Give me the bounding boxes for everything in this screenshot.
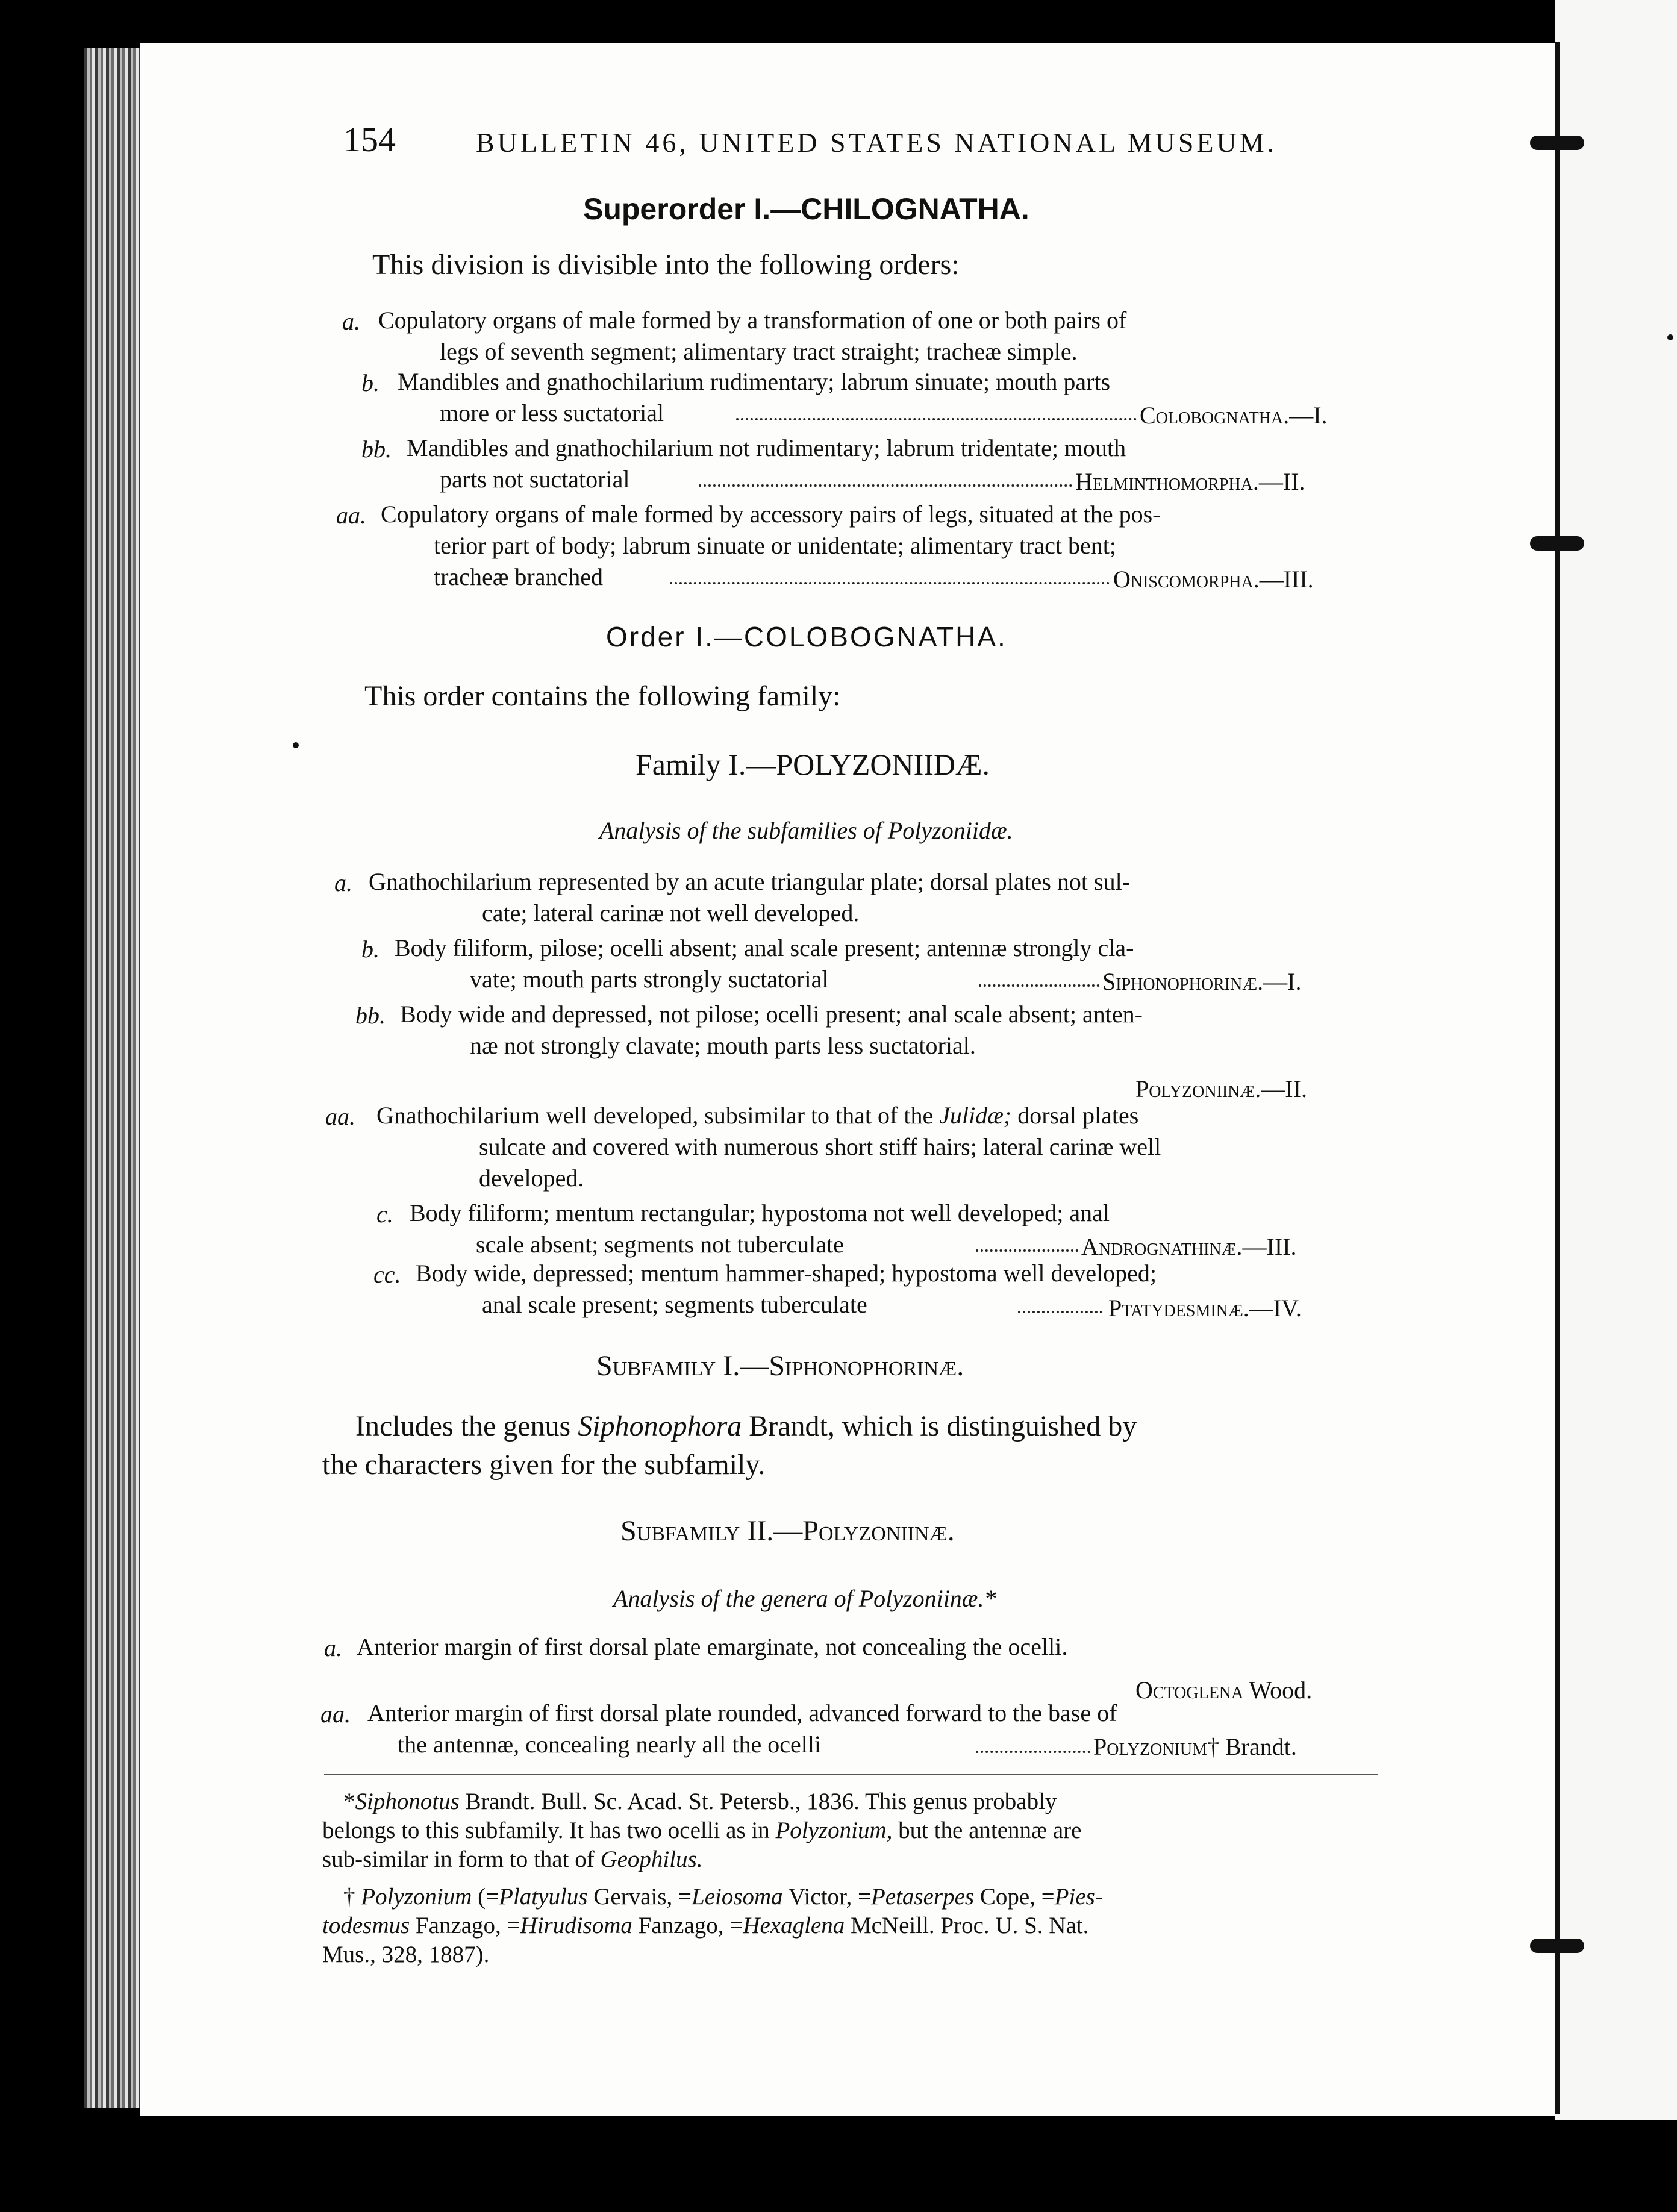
key-ref: Colobognatha.—I. [1140, 402, 1328, 429]
leader-dots [979, 984, 1099, 987]
key-line: terior part of body; labrum sinuate or unidentate; alimentary tract bent; [434, 532, 1116, 559]
key-text: Gnathochilarium well developed, subsimilar to that of the [376, 1102, 934, 1129]
footnote-text: Victor, = [788, 1884, 871, 1910]
key-line: Mandibles and gnathochilarium not rudimentary; labrum tridentate; mouth [407, 434, 1126, 461]
intro-family: This order contains the following family: [364, 680, 841, 712]
footnote-2-line [322, 1912, 1088, 1939]
key-text: dorsal plates [1017, 1102, 1139, 1129]
footnote-mark: † [343, 1884, 355, 1910]
genus-name: Geophilus. [600, 1846, 703, 1872]
footnote-text: Fanzago, = [638, 1913, 743, 1939]
key-line: developed. [479, 1164, 584, 1192]
genus-name: Polyzonium, [775, 1817, 893, 1843]
key-line: Anterior margin of first dorsal plate rounded, advanced forward to the base of [367, 1699, 1117, 1726]
footnote-text: McNeill. Proc. U. S. Nat. [850, 1913, 1089, 1939]
order-heading: Order I.—COLOBOGNATHA. [606, 621, 1007, 652]
binding-tab [1530, 536, 1584, 551]
key-letter: aa. [325, 1103, 355, 1130]
ink-speck [293, 742, 299, 748]
key-ref: Helminthomorpha.—II. [1075, 468, 1305, 495]
key-line: Body filiform, pilose; ocelli absent; anal scale present; antennæ strongly cla- [395, 934, 1134, 961]
key-line: Body wide, depressed; mentum hammer-shaped; hypostoma well developed; [416, 1260, 1157, 1287]
key-line: anal scale present; segments tuberculate [482, 1291, 867, 1318]
footnote-2-line: Mus., 328, 1887). [322, 1942, 490, 1967]
key-letter: a. [334, 869, 352, 896]
genus-name: Pies- [1054, 1884, 1103, 1910]
footnote-mark: * [343, 1789, 355, 1814]
genus-name: Hexaglena [743, 1913, 845, 1939]
family-heading: Family I.—POLYZONIIDÆ. [636, 748, 990, 781]
key-line: Copulatory organs of male formed by a transformation of one or both pairs of [378, 307, 1127, 334]
key-line: vate; mouth parts strongly suctatorial [470, 966, 829, 993]
leader-dots [699, 484, 1072, 487]
key-line: sulcate and covered with numerous short stiff hairs; lateral carinæ well [479, 1133, 1161, 1160]
key-line: the antennæ, concealing nearly all the ocelli [398, 1731, 822, 1758]
leader-dots [976, 1751, 1090, 1753]
key-ref [1135, 1676, 1312, 1704]
leader-dots [976, 1249, 1078, 1252]
body-text: Includes the genus [355, 1410, 571, 1442]
subfamily1-text [355, 1410, 1137, 1443]
footnote-text: Cope, = [979, 1884, 1055, 1910]
footnote-text: but the antennæ are [898, 1817, 1082, 1843]
genus-name: Polyzonium [361, 1884, 472, 1910]
author: Brandt. [1225, 1733, 1297, 1760]
genus-name: Petaserpes [870, 1884, 975, 1910]
key-line: Anterior margin of first dorsal plate emarginate, not concealing the ocelli. [357, 1633, 1068, 1660]
key-letter: b. [361, 936, 379, 963]
key-line: Gnathochilarium represented by an acute triangular plate; dorsal plates not sul- [369, 868, 1131, 895]
footnote-text: Fanzago, = [415, 1913, 520, 1939]
key-letter: cc. [373, 1261, 401, 1288]
intro-orders: This division is divisible into the following orders: [372, 249, 960, 281]
analysis-caption: Analysis of the subfamilies of Polyzoniidæ. [599, 817, 1013, 844]
key-letter: a. [324, 1634, 342, 1661]
key-line: Body filiform; mentum rectangular; hypostoma not well developed; anal [410, 1199, 1110, 1226]
genus-name: Polyzonium† [1093, 1733, 1219, 1760]
footnote-1-line [322, 1846, 703, 1873]
author: Wood. [1249, 1676, 1313, 1704]
binding-tab [1530, 136, 1584, 150]
key-line: Mandibles and gnathochilarium rudimentary; labrum sinuate; mouth parts [398, 368, 1111, 395]
subfamily2-heading: Subfamily II.—Polyzoniinæ. [620, 1515, 955, 1547]
ink-speck [1667, 334, 1673, 340]
footnote-text: Gervais, = [593, 1884, 692, 1910]
footnote-text: belongs to this subfamily. It has two ocelli as in [322, 1817, 770, 1843]
key-letter: c. [376, 1201, 393, 1228]
leader-dots [736, 418, 1137, 420]
key-ref: Andrognathinæ.—III. [1081, 1233, 1297, 1260]
key-letter: aa. [320, 1701, 351, 1728]
key-taxon: Julidæ; [939, 1102, 1012, 1129]
genus-name: Leiosoma [692, 1884, 783, 1910]
key-line: cate; lateral carinæ not well developed. [482, 899, 860, 926]
key-letter: b. [361, 369, 379, 396]
page-number: 154 [343, 120, 396, 159]
key-ref: Polyzoniinæ.—II. [1135, 1075, 1307, 1102]
footnote-text: sub-similar in form to that of [322, 1846, 595, 1872]
genus-name: todesmus [322, 1913, 410, 1939]
key-ref: Siphonophorinæ.—I. [1102, 968, 1302, 995]
body-text: Brandt, which is distinguished by [749, 1410, 1137, 1442]
footnote-text: Brandt. Bull. Sc. Acad. St. Petersb., 1836. This genus probably [465, 1789, 1057, 1814]
adjacent-page-strip [1555, 0, 1677, 2120]
key-line: tracheæ branched [434, 563, 603, 590]
key-ref: Ptatydesminæ.—IV. [1108, 1295, 1302, 1322]
footnote-1-line [322, 1817, 1081, 1844]
genus-name: Platyulus [499, 1884, 588, 1910]
gutter-rule [1555, 42, 1560, 2114]
key-letter: bb. [355, 1002, 386, 1029]
key-line: parts not suctatorial [440, 466, 630, 493]
footnote-text: (= [478, 1884, 499, 1910]
footnote-1 [343, 1788, 1057, 1815]
analysis-caption: Analysis of the genera of Polyzoniinæ.* [613, 1585, 996, 1612]
genus-name: Octoglena [1135, 1676, 1244, 1704]
footnote-separator [324, 1774, 1378, 1775]
key-line: Body wide and depressed, not pilose; ocelli present; anal scale absent; anten- [400, 1001, 1143, 1028]
key-line: legs of seventh segment; alimentary tract straight; tracheæ simple. [440, 338, 1078, 365]
key-line: næ not strongly clavate; mouth parts less suctatorial. [470, 1032, 976, 1059]
genus-name: Siphonophora [578, 1410, 742, 1442]
genus-name: Hirudisoma [520, 1913, 632, 1939]
key-line [376, 1101, 1138, 1129]
key-letter: aa. [336, 502, 366, 529]
running-head: BULLETIN 46, UNITED STATES NATIONAL MUSEUM. [476, 127, 1278, 158]
key-letter: a. [342, 308, 360, 335]
key-line: scale absent; segments not tuberculate [476, 1231, 844, 1258]
key-letter: bb. [361, 436, 392, 463]
key-line: Copulatory organs of male formed by accessory pairs of legs, situated at the pos- [381, 501, 1161, 528]
footnote-2 [343, 1883, 1103, 1910]
leader-dots [670, 582, 1110, 584]
key-line: more or less suctatorial [440, 399, 664, 426]
key-ref [1093, 1732, 1297, 1761]
key-ref: Oniscomorpha.—III. [1113, 566, 1314, 593]
subfamily1-heading: Subfamily I.—Siphonophorinæ. [596, 1350, 964, 1382]
leader-dots [1018, 1311, 1102, 1313]
genus-name: Siphonotus [355, 1789, 460, 1814]
superorder-heading: Superorder I.—CHILOGNATHA. [583, 192, 1029, 226]
subfamily1-text: the characters given for the subfamily. [322, 1449, 766, 1481]
binding-tab [1530, 1939, 1584, 1953]
